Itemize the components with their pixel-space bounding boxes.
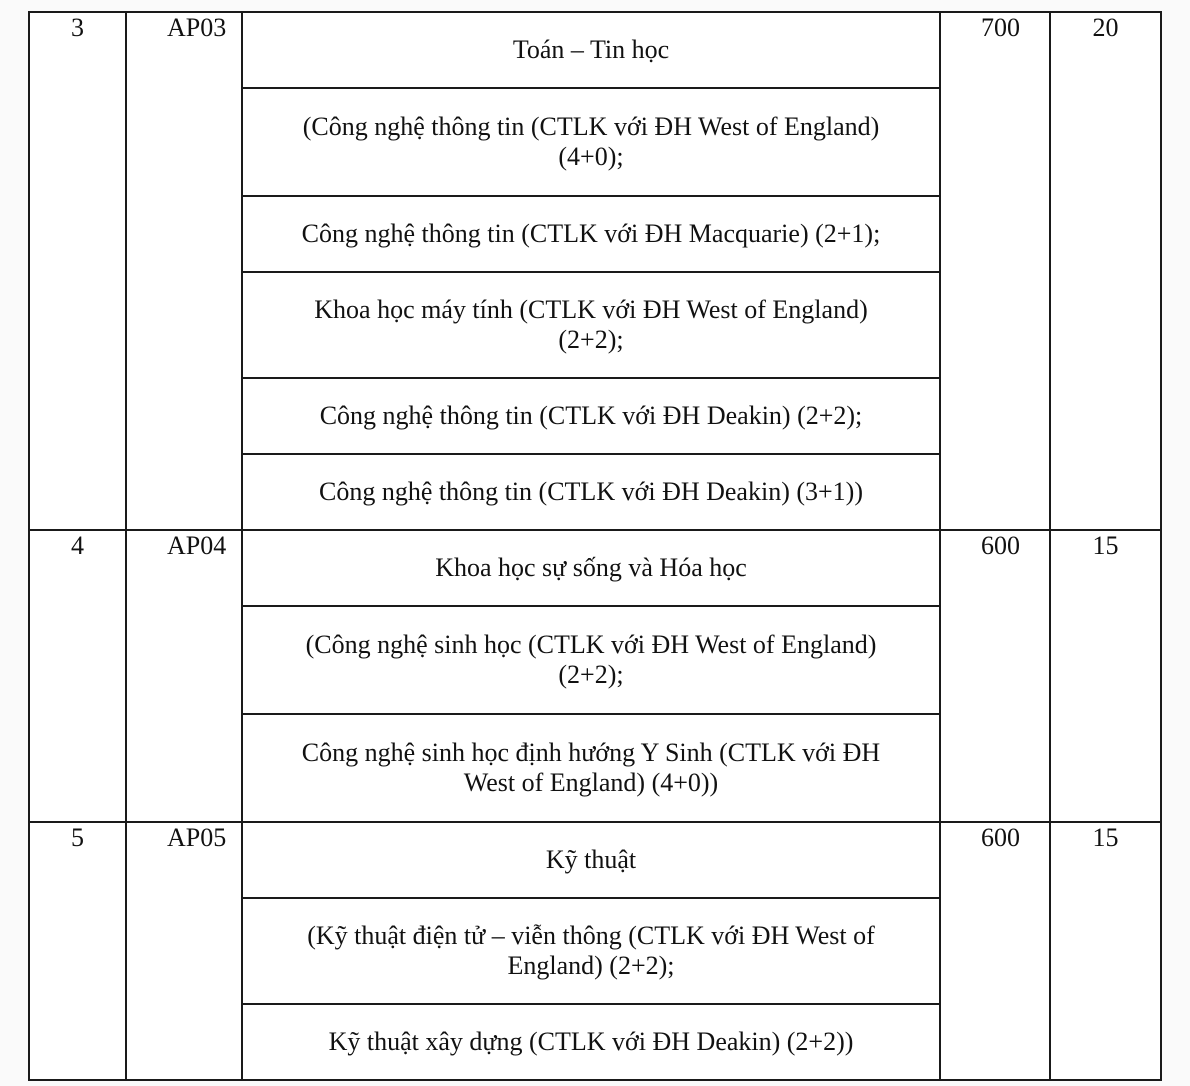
program-item: Công nghệ thông tin (CTLK với ĐH Deakin) (3+1)) [242,454,940,530]
program-code: AP05 [126,822,242,1080]
program-table [28,11,1162,1081]
secondary-value: 15 [1050,822,1161,1080]
program-group-title: Kỹ thuật [242,822,940,898]
table-row [29,822,1161,898]
secondary-value: 15 [1050,530,1161,822]
table-row [29,12,1161,88]
program-item: (Kỹ thuật điện tử – viễn thông (CTLK với ĐH West of England) (2+2); [242,898,940,1004]
program-item: Công nghệ sinh học định hướng Y Sinh (CTLK với ĐH West of England) (4+0)) [242,714,940,822]
program-code: AP03 [126,12,242,530]
row-number: 5 [29,822,126,1080]
quota-value: 700 [940,12,1050,530]
secondary-value: 20 [1050,12,1161,530]
row-number: 3 [29,12,126,530]
program-item: Khoa học máy tính (CTLK với ĐH West of England) (2+2); [242,272,940,378]
program-item: (Công nghệ sinh học (CTLK với ĐH West of England) (2+2); [242,606,940,714]
quota-value: 600 [940,822,1050,1080]
row-number: 4 [29,530,126,822]
program-code: AP04 [126,530,242,822]
quota-value: 600 [940,530,1050,822]
program-group-title: Khoa học sự sống và Hóa học [242,530,940,606]
program-item: Công nghệ thông tin (CTLK với ĐH Deakin) (2+2); [242,378,940,454]
table-row [29,530,1161,606]
program-item: Kỹ thuật xây dựng (CTLK với ĐH Deakin) (2+2)) [242,1004,940,1080]
program-item: Công nghệ thông tin (CTLK với ĐH Macquarie) (2+1); [242,196,940,272]
program-group-title: Toán – Tin học [242,12,940,88]
program-item: (Công nghệ thông tin (CTLK với ĐH West of England) (4+0); [242,88,940,196]
